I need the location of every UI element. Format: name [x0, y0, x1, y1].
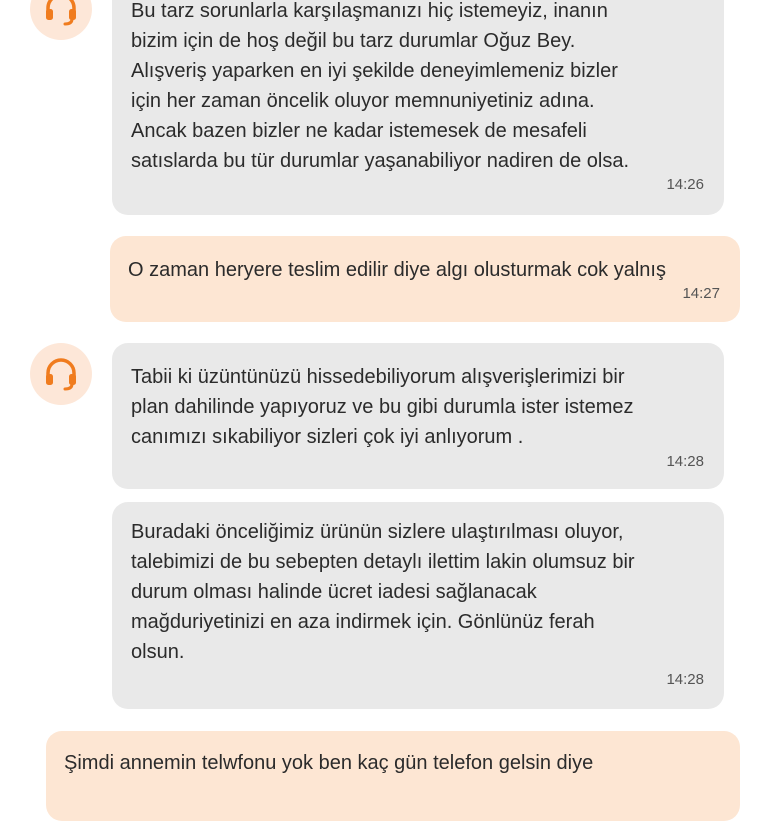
message-text: Buradaki önceliğimiz ürünün sizlere ulaştırılması oluyor, talebimizi de bu sebepten detaylı ilettim lakin olumsuz bir durum olması halinde ücret iadesi sağlanacak mağduriyetinizi en aza indirmek için. Gönlünüz ferah olsun. — [131, 521, 635, 663]
headset-icon — [41, 0, 81, 29]
message-time: 14:28 — [666, 453, 704, 470]
message-text: O zaman heryere teslim edilir diye algı olusturmak cok yalnış — [128, 259, 666, 281]
user-message — [46, 731, 740, 821]
agent-avatar — [30, 343, 92, 405]
agent-message — [112, 343, 724, 489]
agent-message — [112, 502, 724, 709]
message-time: 14:26 — [666, 176, 704, 193]
message-time: 14:27 — [682, 285, 720, 302]
headset-icon — [41, 354, 81, 394]
message-time: 14:28 — [666, 671, 704, 688]
agent-message — [112, 0, 724, 215]
message-text: Bu tarz sorunlarla karşılaşmanızı hiç istemeyiz, inanın bizim için de hoş değil bu tarz durumlar Oğuz Bey. Alışveriş yaparken en iyi şekilde deneyimlemeniz bizler için her zaman öncelik oluyor memnuniyetiniz adına. Ancak bazen bizler ne kadar istemesek de mesafeli satıslarda bu tür durumlar yaşanabiliyor nadiren de olsa. — [131, 0, 630, 172]
user-message — [110, 236, 740, 322]
agent-avatar — [30, 0, 92, 40]
message-text: Tabii ki üzüntünüzü hissedebiliyorum alışverişlerimizi bir plan dahilinde yapıyoruz ve bu gibi durumla ister istemez canımızı sıkabiliyor sizleri çok iyi anlıyorum . — [131, 366, 634, 448]
message-text: Şimdi annemin telwfonu yok ben kaç gün telefon gelsin diye — [64, 752, 594, 774]
